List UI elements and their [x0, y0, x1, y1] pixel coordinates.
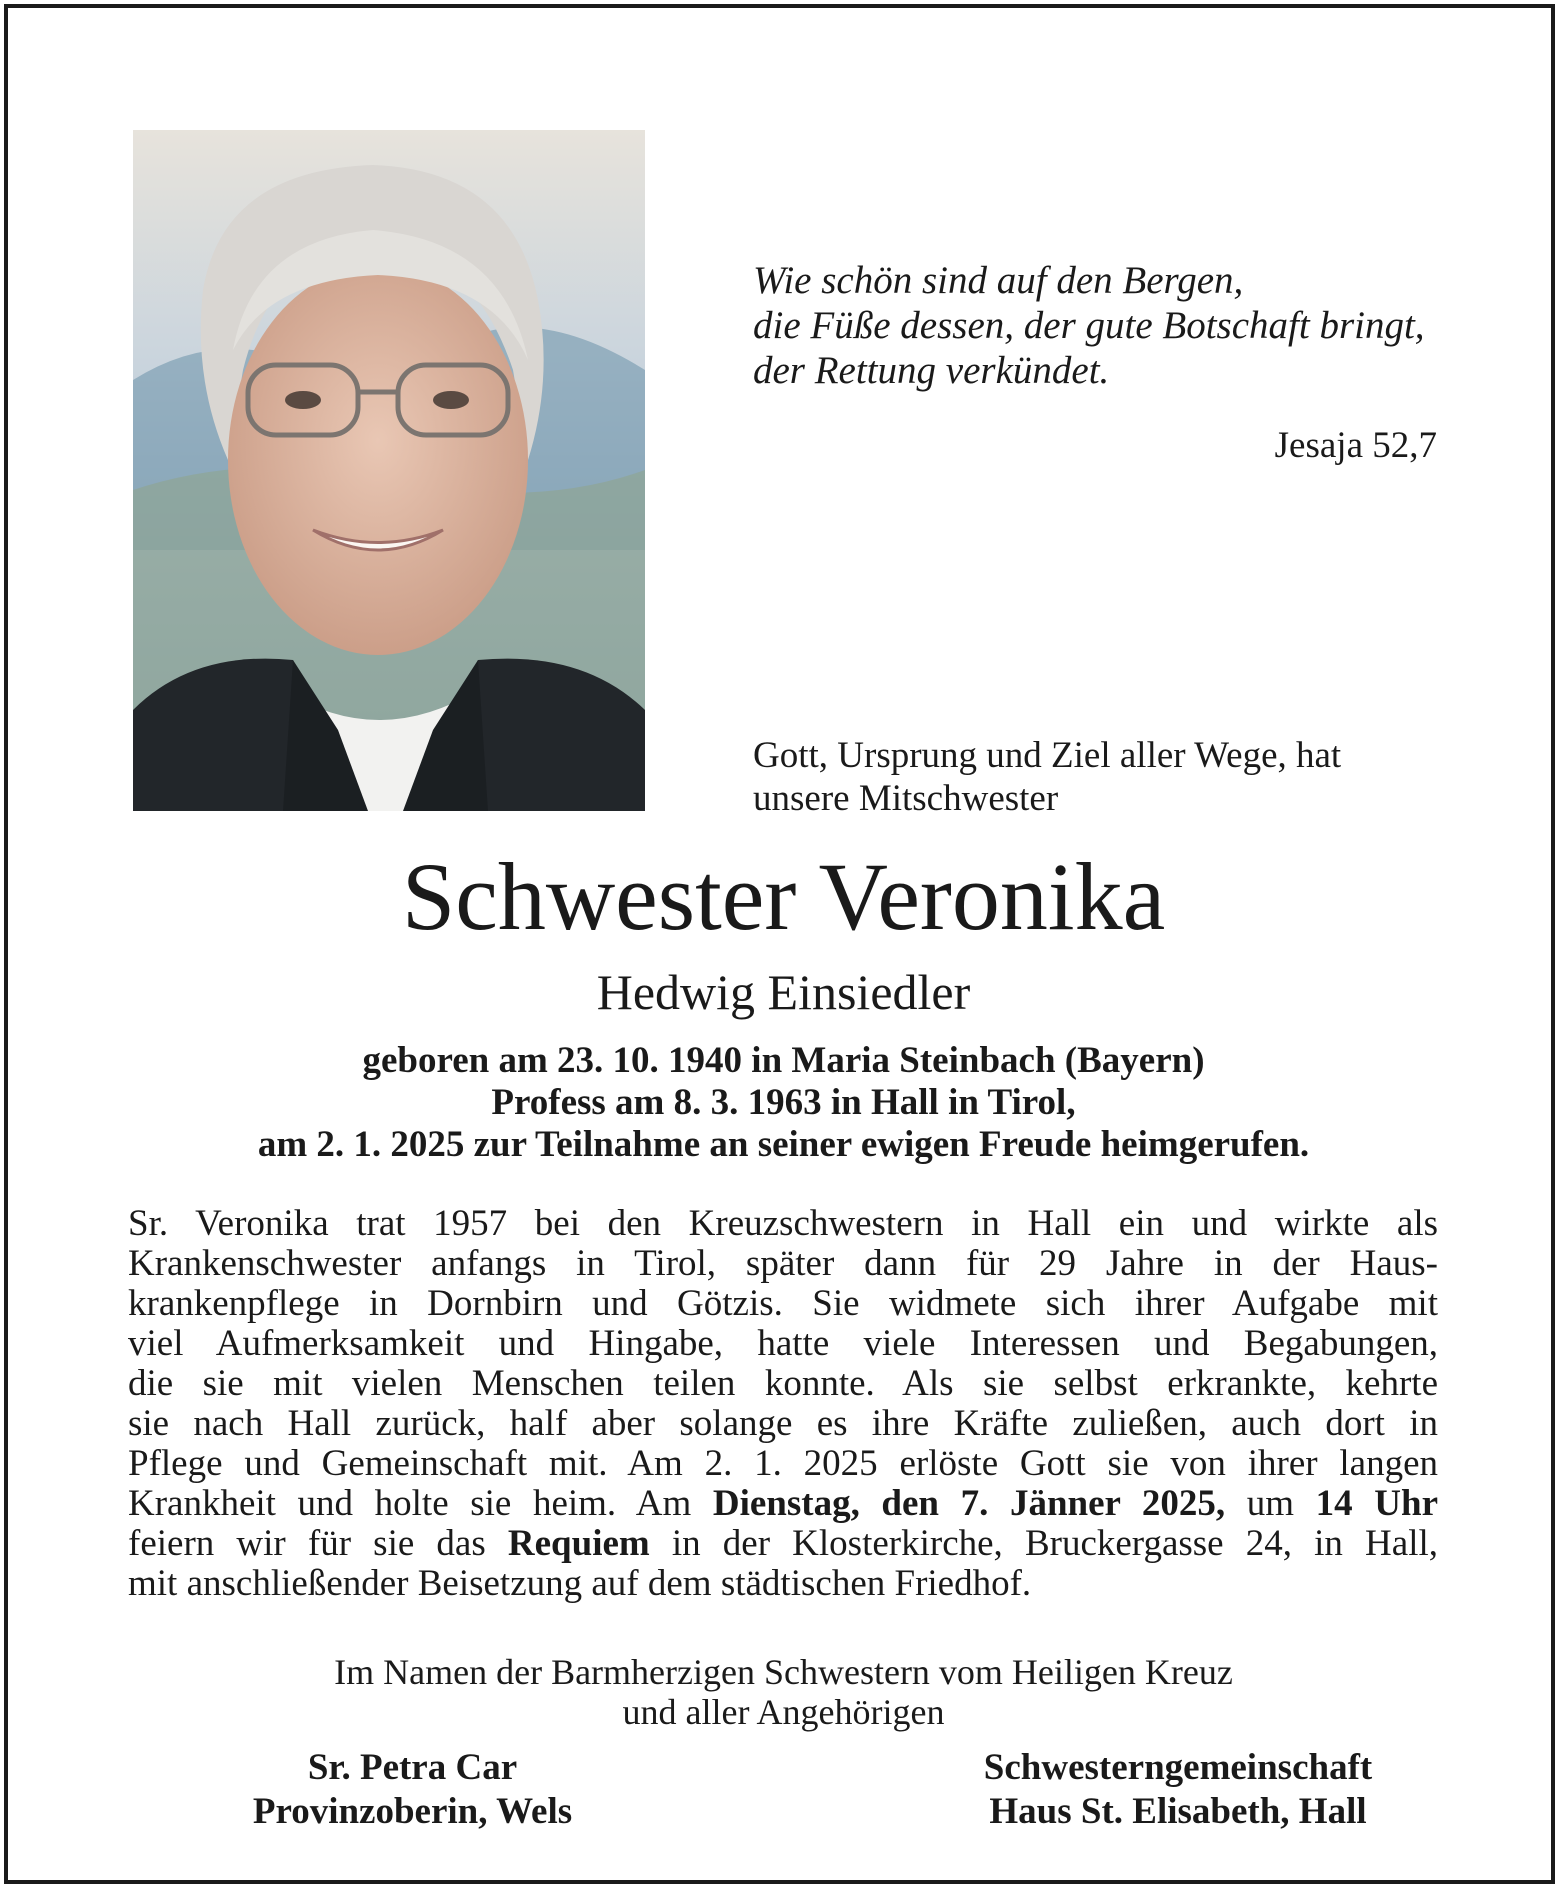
quote-line: der Rettung verkündet.: [753, 349, 1110, 392]
text-line: krankenpflege in Dornbirn und Götzis. Sie widmete sich ihrer Aufgabe mit: [128, 1283, 1438, 1324]
signer-name: Schwesterngemeinschaft: [983, 1747, 1373, 1788]
deceased-name: Schwester Veronika: [401, 843, 1166, 950]
text-line: [128, 1524, 1438, 1564]
signer-role: Haus St. Elisabeth, Hall: [989, 1791, 1367, 1832]
signature-right: [858, 1746, 1498, 1834]
intro-line: Gott, Ursprung und Ziel aller Wege, hat: [753, 735, 1342, 776]
closing-text: [0, 1652, 1567, 1732]
life-dates: [0, 1040, 1567, 1166]
quote-reference: Jesaja 52,7: [1274, 425, 1437, 466]
text-fragment: um: [1225, 1483, 1316, 1524]
text-line: die sie mit vielen Menschen teilen konnte. Als sie selbst erkrankte, kehrte: [128, 1363, 1438, 1404]
closing-line: Im Namen der Barmherzigen Schwestern vom Heiligen Kreuz: [334, 1652, 1233, 1692]
text-fragment: Krankheit und holte sie heim. Am: [128, 1483, 713, 1524]
closing-line: und aller Angehörigen: [622, 1692, 945, 1732]
civil-name: Hedwig Einsiedler: [596, 964, 971, 1020]
text-line: Krankenschwester anfangs in Tirol, später dann für 29 Jahre in der Haus-: [128, 1243, 1438, 1284]
birth-date: geboren am 23. 10. 1940 in Maria Steinbach (Bayern): [362, 1040, 1205, 1081]
intro-line: unsere Mitschwester: [753, 778, 1059, 819]
requiem-time: 14 Uhr: [1315, 1483, 1438, 1524]
death-date: am 2. 1. 2025 zur Teilnahme an seiner ewigen Freude heimgerufen.: [257, 1124, 1310, 1165]
text-line: Pflege und Gemeinschaft mit. Am 2. 1. 2025 erlöste Gott sie von ihrer langen: [128, 1443, 1438, 1484]
text-line: Sr. Veronika trat 1957 bei den Kreuzschwestern in Hall ein und wirkte als: [128, 1203, 1438, 1244]
intro-text: [753, 734, 1453, 820]
requiem-label: Requiem: [507, 1523, 650, 1564]
bible-quote: [753, 258, 1443, 393]
quote-line: Wie schön sind auf den Bergen,: [753, 259, 1244, 302]
text-line: mit anschließender Beisetzung auf dem städtischen Friedhof.: [128, 1563, 1032, 1604]
obituary-text: [128, 1204, 1438, 1604]
signer-name: Sr. Petra Car: [307, 1747, 518, 1788]
quote-line: die Füße dessen, der gute Botschaft bringt,: [753, 304, 1425, 347]
text-fragment: in der Klosterkirche, Bruckergasse 24, in Hall,: [649, 1523, 1439, 1564]
signer-role: Provinzoberin, Wels: [252, 1791, 573, 1832]
profess-date: Profess am 8. 3. 1963 in Hall in Tirol,: [491, 1082, 1076, 1123]
portrait-photo: [133, 130, 645, 811]
text-line: [128, 1484, 1438, 1524]
signature-left: [170, 1746, 655, 1834]
text-line: viel Aufmerksamkeit und Hingabe, hatte viele Interessen und Begabungen,: [128, 1323, 1438, 1364]
requiem-date: Dienstag, den 7. Jänner 2025,: [712, 1483, 1226, 1524]
text-line: sie nach Hall zurück, half aber solange es ihre Kräfte zuließen, auch dort in: [128, 1403, 1438, 1444]
text-fragment: feiern wir für sie das: [128, 1523, 508, 1564]
